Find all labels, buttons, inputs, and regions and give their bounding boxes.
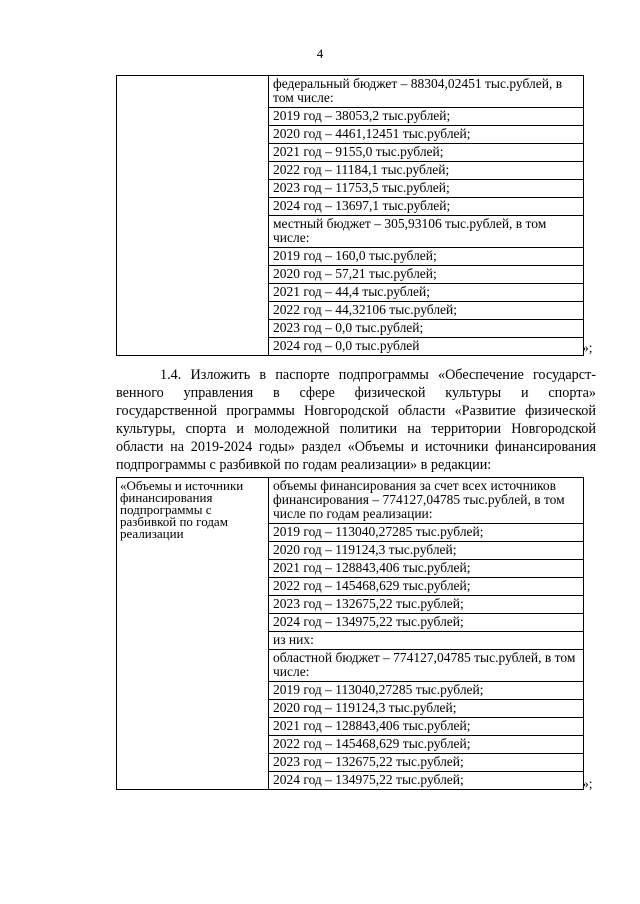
budget-line: 2022 год – 145468,629 тыс.рублей;: [269, 577, 583, 595]
budget-line: 2020 год – 4461,12451 тыс.рублей;: [269, 125, 583, 143]
budget-line: местный бюджет – 305,93106 тыс.рублей, в том числе:: [269, 215, 583, 247]
page-number: 4: [316, 46, 324, 61]
budget-line: 2020 год – 119124,3 тыс.рублей;: [269, 541, 583, 559]
table1-right-cell: [269, 76, 584, 356]
budget-line: 2023 год – 132675,22 тыс.рублей;: [269, 595, 583, 613]
budget-line: областной бюджет – 774127,04785 тыс.рублей, в том числе:: [269, 649, 583, 681]
budget-line: объемы финансирования за счет всех источников финансирования – 774127,04785 тыс.рублей, в том числе по годам реализации:: [273, 478, 565, 521]
table1-closing-quote: »;: [582, 340, 593, 355]
table2-lines: [269, 478, 583, 789]
budget-line: 2023 год – 11753,5 тыс.рублей;: [269, 179, 583, 197]
paragraph-line: культуры, спорта и молодежной политики на территории Новгородской: [116, 421, 596, 437]
budget-line: 2024 год – 134975,22 тыс.рублей;: [269, 613, 583, 631]
paragraph-line: государственной программы Новгородской области «Развитие физической: [116, 403, 596, 419]
budget-line: 2019 год – 38053,2 тыс.рублей;: [269, 107, 583, 125]
budget-line: 2020 год – 57,21 тыс.рублей;: [269, 265, 583, 283]
budget-line: 2022 год – 44,32106 тыс.рублей;: [269, 301, 583, 319]
table2-closing-quote: »;: [582, 776, 593, 791]
table2-left-cell: [117, 478, 269, 790]
budget-line: 2021 год – 44,4 тыс.рублей;: [269, 283, 583, 301]
paragraph-line: подпрограммы с разбивкой по годам реализации» в редакции:: [116, 457, 492, 473]
table1-lines: [269, 76, 583, 355]
budget-line: 2023 год – 132675,22 тыс.рублей;: [269, 753, 583, 771]
budget-line: 2019 год – 113040,27285 тыс.рублей;: [269, 523, 583, 541]
budget-line: 2021 год – 9155,0 тыс.рублей;: [269, 143, 583, 161]
budget-line: 2021 год – 128843,406 тыс.рублей;: [269, 559, 583, 577]
budget-line: 2021 год – 128843,406 тыс.рублей;: [269, 717, 583, 735]
paragraph-line: области на 2019-2024 годы» раздел «Объемы и источники финансирования: [116, 439, 596, 455]
budget-line: 2019 год – 113040,27285 тыс.рублей;: [269, 681, 583, 699]
amendment-paragraph: [116, 366, 596, 474]
budget-line: из них:: [269, 631, 583, 649]
paragraph-line: венного управления в сфере физической культуры и спорта»: [116, 385, 596, 401]
funding-table-new: [116, 477, 584, 790]
table1-left-cell: [117, 76, 269, 356]
budget-line: 2022 год – 11184,1 тыс.рублей;: [269, 161, 583, 179]
table2-left-label: «Объемы и источники финансирования подпрограммы с разбивкой по годам реализации: [120, 478, 244, 541]
budget-line: 2020 год – 119124,3 тыс.рублей;: [269, 699, 583, 717]
paragraph-line: 1.4. Изложить в паспорте подпрограммы «Обеспечение государст-: [160, 367, 596, 383]
budget-line: 2019 год – 160,0 тыс.рублей;: [269, 247, 583, 265]
budget-line: федеральный бюджет – 88304,02451 тыс.рублей, в том числе:: [273, 76, 563, 105]
budget-line: 2024 год – 0,0 тыс.рублей: [269, 337, 583, 355]
funding-table-continued: [116, 75, 584, 356]
budget-line: 2022 год – 145468,629 тыс.рублей;: [269, 735, 583, 753]
budget-line: 2023 год – 0,0 тыс.рублей;: [269, 319, 583, 337]
budget-line: 2024 год – 134975,22 тыс.рублей;: [269, 771, 583, 789]
budget-line: 2024 год – 13697,1 тыс.рублей;: [269, 197, 583, 215]
table2-right-cell: [269, 478, 584, 790]
